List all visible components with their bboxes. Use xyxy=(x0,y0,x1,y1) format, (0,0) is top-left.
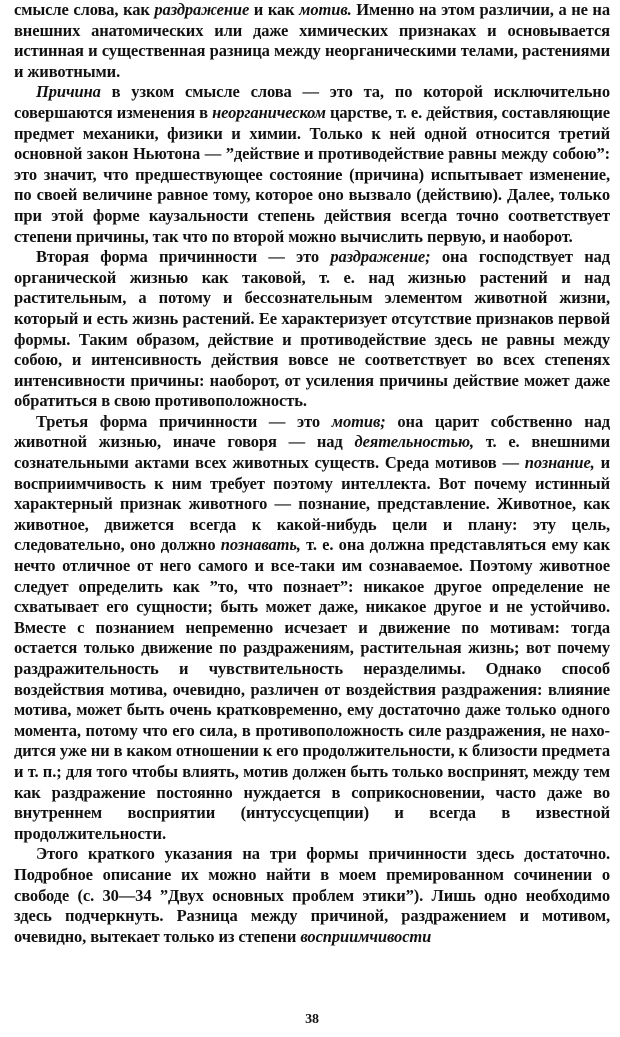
text-run: Третья форма причинности — это xyxy=(36,411,332,431)
italic-run: познание, xyxy=(524,453,595,473)
paragraph-1 xyxy=(14,82,610,247)
text-run: в узком смысле слова — это та, по которой исключительно совершаются изменения в xyxy=(14,82,610,122)
italic-run: раздражение xyxy=(154,0,250,19)
text-run: она господствует над органической жизнью как таковой, т. е. над жизнью растений и над растительным, а потому и бессознательным элементом животной жизни, который и есть жизнь растений. Ее характеризует отсутствие признаков первой формы. Таким образом, действие и противодействие здесь не равны между собою, и интенсивность действия вовсе не соответствует во всех степенях интенсивности причины: наоборот, от усиления причины действие может даже обратиться в свою противоположность. xyxy=(14,247,610,411)
italic-run: мотив; xyxy=(331,411,386,431)
text-run: т. е. она должна представляться ему как нечто отличное от него самого и все-таки им сознаваемое. Поэтому животное следует определить как ”то, что познает”: никакое другое определение не схватывает его сущности; быть может даже, никакое другое и не устойчиво. Вместе с познанием непременно исчезает и движение по мотивам: тогда остается только движение по раздражениям, растительная жизнь; вот почему раздражительность и чувствительность неразделимы. Однако способ воздействия мотива, очевидно, различен от воздействия раздражения: влияние мотива, может быть очень кратковременно, ему достаточно даже только одного момента, потому что его сила, в противоположность силе раздражения, не находится уже ни в каком отношении к его продолжительности, к близости предмета и т. п.; для того чтобы влиять, мотив должен быть только воспринят, между тем как раздражение постоянно нуждается в соприкосновении, часто даже во внутреннем восприятии (интуссусцепции) и всегда в известной продолжительности. xyxy=(14,535,610,843)
italic-run: восприимчивости xyxy=(300,926,432,946)
text-run: смысле слова, как xyxy=(14,0,155,19)
page-number: 38 xyxy=(305,1012,319,1027)
paragraph-0 xyxy=(14,0,610,82)
paragraph-4 xyxy=(14,844,610,947)
paragraph-3 xyxy=(14,412,610,844)
text-body xyxy=(14,0,610,947)
text-run: Вторая форма причинности — это xyxy=(36,247,331,267)
italic-run: неорганическом xyxy=(212,102,326,122)
paragraph-2 xyxy=(14,247,610,412)
italic-run: Причина xyxy=(36,82,101,102)
text-run: Именно на этом различии, а не на внешних анатомических или даже химических признаках и основывается истинная и существенная разница между неорганическими телами, растениями и животными. xyxy=(14,0,610,81)
text-run: Этого краткого указания на три формы причинности здесь достаточно. Подробное описание их можно найти в моем премированном сочинении о свободе (с. 30—34 ”Двух основных проблем этики”). Лишь одно необходимо здесь подчеркнуть. Разница между причиной, раздражением и мотивом, очевидно, вытекает только из степени xyxy=(14,844,610,946)
italic-run: познавать, xyxy=(220,535,301,555)
italic-run: мотив. xyxy=(299,0,352,19)
text-run: и как xyxy=(249,0,300,19)
italic-run: раздражение; xyxy=(330,247,431,267)
italic-run: деятельностью, xyxy=(354,432,474,452)
text-run: она царит собственно над животной жизнью, иначе говоря — над xyxy=(14,411,610,452)
book-page xyxy=(14,0,610,1037)
text-run: и восприимчивость к ним требует поэтому интеллекта. Вот почему истинный характерный признак животного — познание, представление. Животное, как животное, движется всегда к какой-нибудь цели и плану: эту цель, следовательно, оно должно xyxy=(14,453,610,555)
text-run: царстве, т. е. действия, составляющие предмет механики, физики и химии. Только к ней одной относится третий основной закон Ньютона — ”действие и противодействие равны между собою”: это значит, что предшествующее состояние (причина) испытывает изменение, по своей величине равное тому, которое оно вызвало (действию). Далее, только при этой форме каузальности степень действия всегда точно соответствует степени причины, так что по второй можно вычислить первую, и наоборот. xyxy=(14,102,610,246)
text-run: т. е. внешними сознательными актами всех животных существ. Среда мотивов — xyxy=(14,432,611,473)
